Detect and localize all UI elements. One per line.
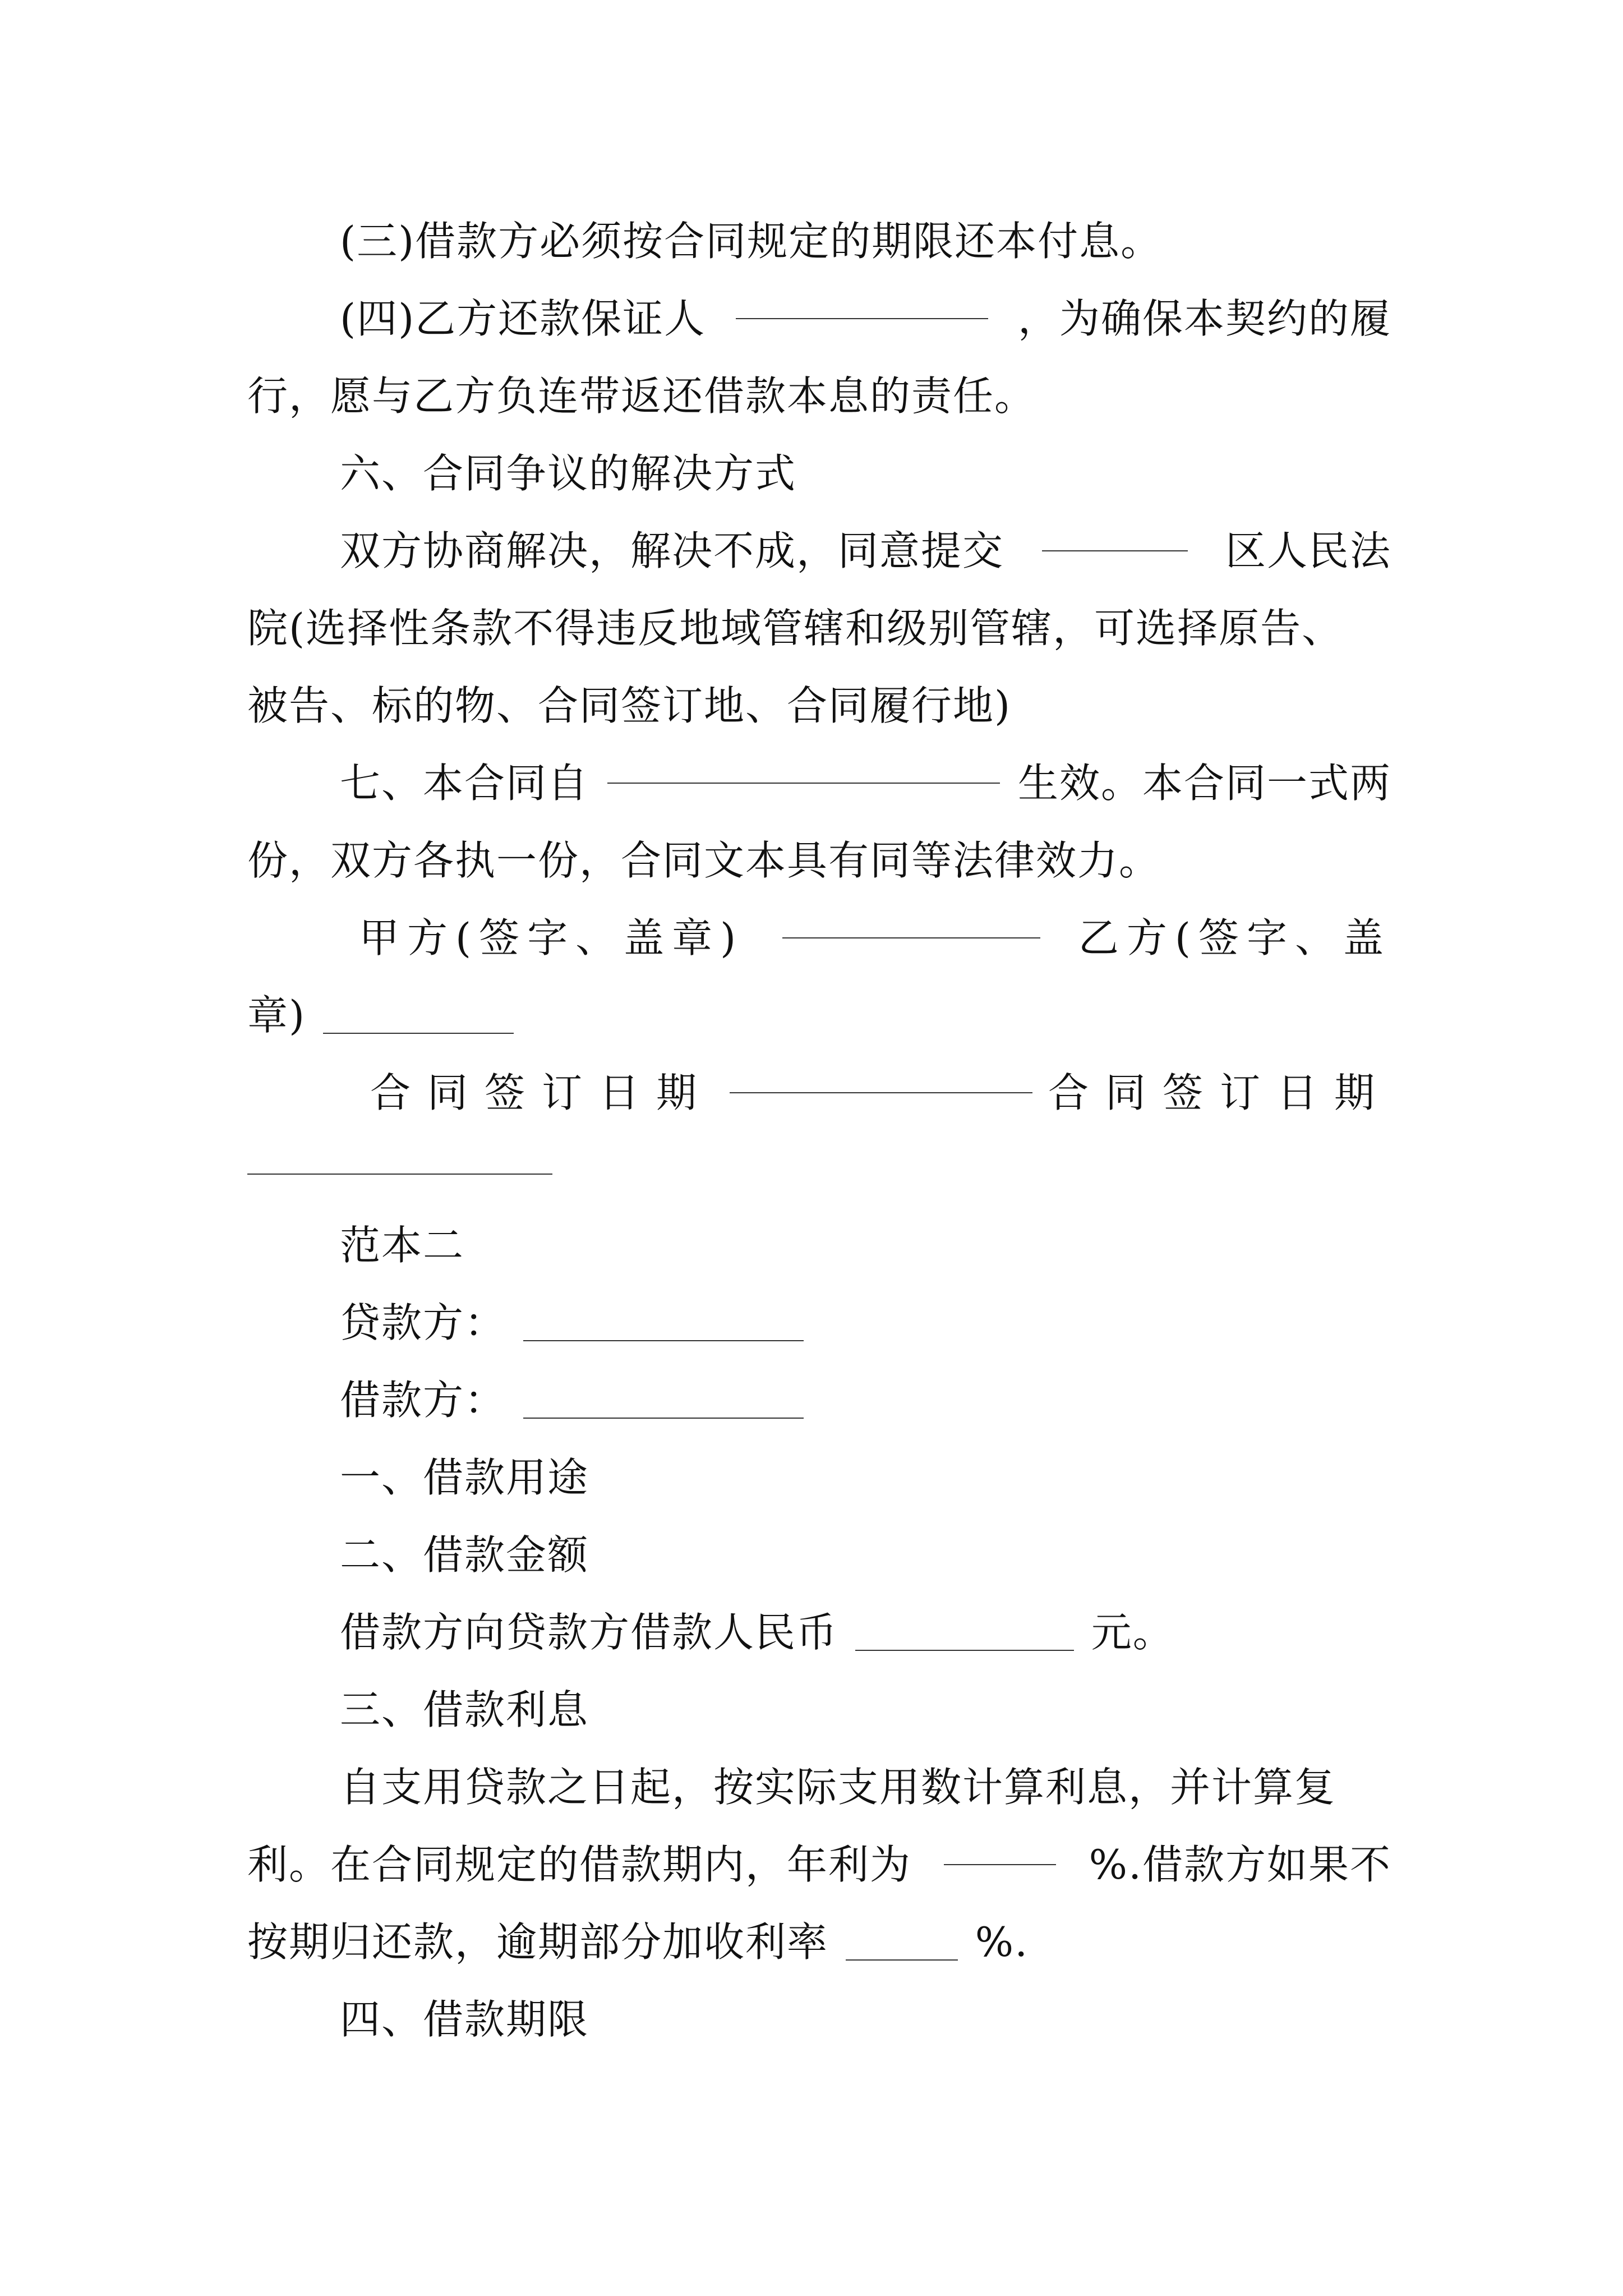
section-6-heading: 六、合同争议的解决方式 [340,450,797,497]
signing-date-blank-b[interactable] [247,1174,552,1175]
template-2-heading: 范本二 [340,1222,465,1269]
dispute-line-2: 院(选择性条款不得违反地域管辖和级别管辖，可选择原告、 [247,605,1344,652]
interest-line-1: 自支用贷款之日起，按实际支用数计算利息，并计算复 [340,1764,1336,1811]
section-7-line-2: 份，双方各执一份，合同文本具有同等法律效力。 [247,837,1161,884]
interest-line-2: 利。在合同规定的借款期内，年利为 %.借款方如果不 [247,1841,1391,1888]
lender-line: 贷款方： [340,1295,1391,1351]
loan-purpose-heading: 一、借款用途 [340,1454,589,1501]
signing-date-line: 合同签订日期 合同签订日期 [370,1069,1391,1116]
clause-4-line-1: (四)乙方还款保证人 ，为确保本契约的履 [340,295,1391,342]
section-7-line-1: 七、本合同自 生效。本合同一式两 [340,760,1391,807]
loan-amount-heading: 二、借款金额 [340,1531,589,1579]
lender-blank[interactable] [523,1340,804,1341]
clause-4-line-2: 行，愿与乙方负连带返还借款本息的责任。 [247,372,1036,420]
interest-line-3: 按期归还款，逾期部分加收利率 %. [247,1918,1029,1966]
signing-date-blank-a[interactable] [730,1092,1032,1093]
borrower-blank[interactable] [523,1418,804,1419]
party-b-signature-blank[interactable] [323,1033,514,1034]
clause-3-line: (三)借款方必须按合同规定的期限还本付息。 [340,218,1163,265]
court-blank[interactable] [1042,550,1188,551]
borrower-line: 借款方： [340,1372,1391,1428]
loan-term-heading: 四、借款期限 [340,1996,589,2043]
signature-line-1: 甲方(签字、盖章) 乙方(签字、盖 [359,914,1391,961]
party-a-signature-blank[interactable] [782,937,1040,938]
dispute-line-3: 被告、标的物、合同签订地、合同履行地) [247,682,1012,729]
effective-date-blank[interactable] [607,783,1000,784]
guarantor-blank[interactable] [736,318,988,319]
loan-amount-blank[interactable] [855,1650,1074,1651]
dispute-line-1: 双方协商解决，解决不成，同意提交 区人民法 [340,527,1391,574]
interest-heading: 三、借款利息 [340,1686,589,1733]
loan-amount-line: 借款方向贷款方借款人民币 元。 [340,1609,1174,1656]
signature-line-2: 章) [247,987,1391,1043]
annual-rate-blank[interactable] [944,1864,1056,1865]
overdue-rate-blank[interactable] [846,1959,958,1961]
